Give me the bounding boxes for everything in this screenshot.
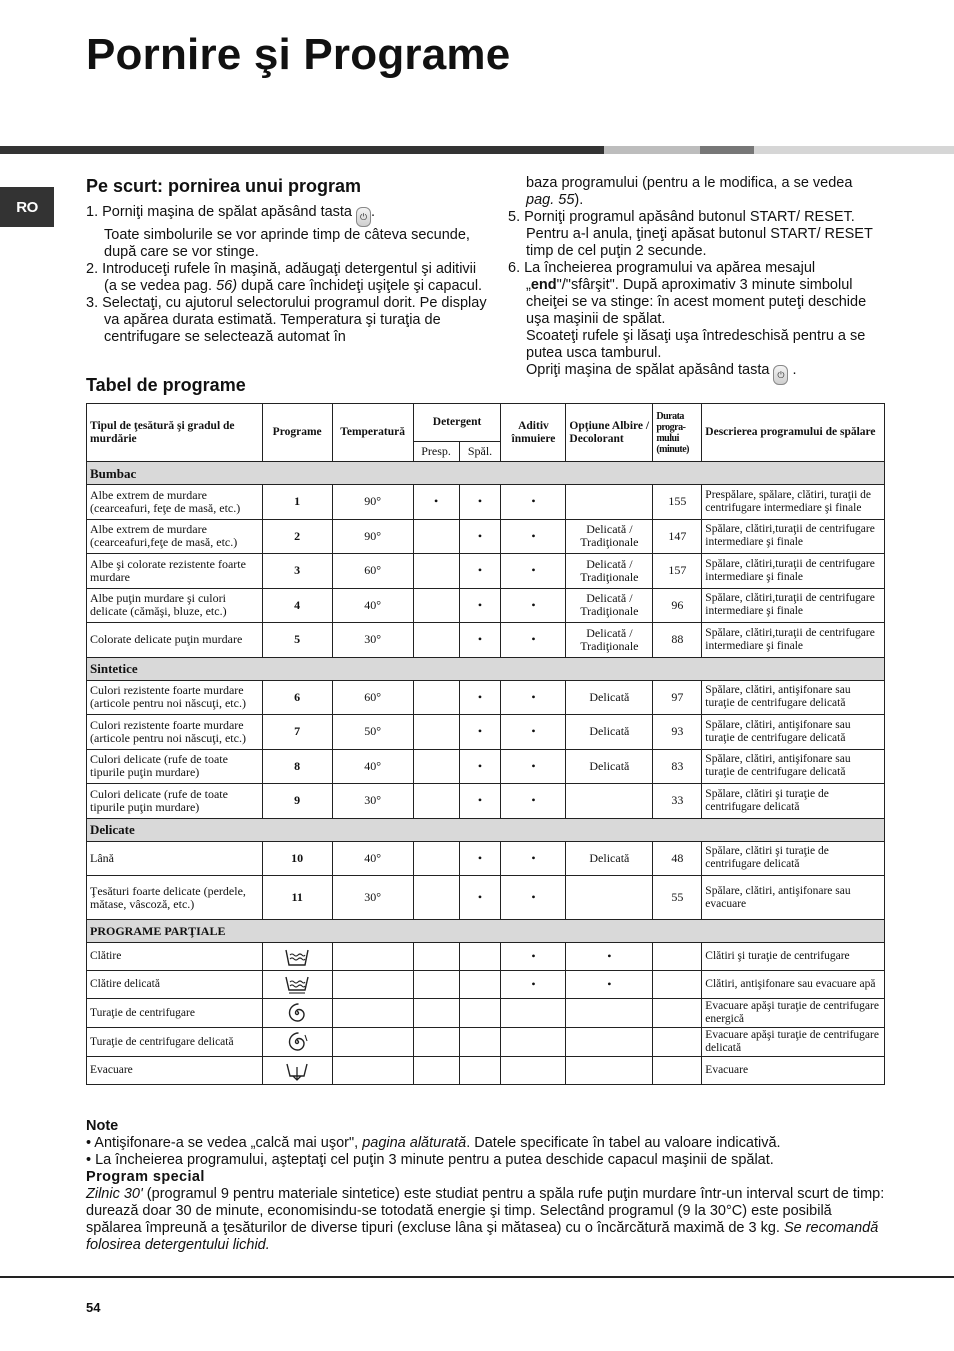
delicate-rinse-icon <box>262 971 332 999</box>
bleach-cell: Delicată <box>566 749 653 784</box>
step-6-off: Opriţi maşina de spălat apăsând tasta ⏻ . <box>508 362 884 385</box>
prewash-cell <box>413 784 459 819</box>
bleach-cell: Delicată / Tradiţionale <box>566 519 653 554</box>
prewash-cell <box>413 1057 459 1085</box>
temperature-cell <box>332 999 413 1028</box>
softener-cell <box>501 1028 566 1057</box>
header-fabric: Tipul de ţesătură şi gradul de murdărie <box>87 404 263 462</box>
duration-cell: 147 <box>653 519 702 554</box>
table-row <box>87 519 885 554</box>
duration-cell: 155 <box>653 485 702 520</box>
section-title: Delicate <box>87 818 885 841</box>
wash-cell: • <box>459 554 501 589</box>
wash-cell: • <box>459 749 501 784</box>
header-prewash: Presp. <box>413 442 459 462</box>
wash-cell: • <box>459 876 501 920</box>
prewash-cell <box>413 588 459 623</box>
note-2: • La încheierea programului, aşteptaţi cel puţin 3 minute pentru a putea deschide capacul maşinii de spălat. <box>86 1152 774 1168</box>
header-softener: Aditiv înmuiere <box>501 404 566 462</box>
wash-cell: • <box>459 623 501 658</box>
softener-cell <box>501 1057 566 1085</box>
program-cell: 8 <box>262 749 332 784</box>
section-title: PROGRAME PARŢIALE <box>87 920 885 943</box>
duration-cell <box>653 1057 702 1085</box>
softener-cell: • <box>501 485 566 520</box>
fabric-cell: Culori delicate (rufe de toate tipurile puţin murdare) <box>87 749 263 784</box>
prewash-cell <box>413 519 459 554</box>
bleach-cell <box>566 784 653 819</box>
temperature-cell: 60° <box>332 554 413 589</box>
temperature-cell: 40° <box>332 588 413 623</box>
fabric-cell: Clătire <box>87 943 263 971</box>
table-row <box>87 1057 885 1085</box>
drain-icon <box>262 1057 332 1085</box>
description-cell: Spălare, clătiri, antişifonare sau evacuare <box>702 876 885 920</box>
bleach-cell <box>566 1028 653 1057</box>
step-6-detail: Scoateţi rufele şi lăsaţi uşa întredeschisă pentru a se putea usca tamburul. <box>526 328 866 361</box>
program-table <box>86 403 885 1085</box>
bleach-cell <box>566 1057 653 1085</box>
fabric-cell: Lână <box>87 841 263 876</box>
header-duration: Durata progra-mului (minute) <box>653 404 702 462</box>
rinse-icon <box>262 943 332 971</box>
duration-cell: 33 <box>653 784 702 819</box>
softener-cell: • <box>501 749 566 784</box>
fabric-cell: Albe puţin murdare şi culori delicate (cămăşi, bluze, etc.) <box>87 588 263 623</box>
quick-start-left-column <box>86 204 492 346</box>
program-cell: 2 <box>262 519 332 554</box>
fabric-cell: Albe extrem de murdare (cearceafuri,feţe de masă, etc.) <box>87 519 263 554</box>
table-row <box>87 943 885 971</box>
temperature-cell: 40° <box>332 749 413 784</box>
bleach-cell: • <box>566 943 653 971</box>
fabric-cell: Culori delicate (rufe de toate tipurile puţin murdare) <box>87 784 263 819</box>
prewash-cell <box>413 876 459 920</box>
wash-cell: • <box>459 519 501 554</box>
program-cell: 11 <box>262 876 332 920</box>
fabric-cell: Clătire delicată <box>87 971 263 999</box>
bleach-cell <box>566 876 653 920</box>
header-description: Descrierea programului de spălare <box>702 404 885 462</box>
bleach-cell <box>566 999 653 1028</box>
description-cell: Evacuare apăşi turaţie de centrifugare energică <box>702 999 885 1028</box>
program-table-heading: Tabel de programe <box>86 375 246 395</box>
wash-cell: • <box>459 588 501 623</box>
description-cell: Spălare, clătiri,turaţii de centrifugare intermediare şi finale <box>702 623 885 658</box>
duration-cell: 83 <box>653 749 702 784</box>
section-header-row <box>87 818 885 841</box>
prewash-cell <box>413 1028 459 1057</box>
softener-cell: • <box>501 554 566 589</box>
table-row <box>87 1028 885 1057</box>
wash-cell: • <box>459 784 501 819</box>
table-row <box>87 876 885 920</box>
prewash-cell <box>413 680 459 715</box>
bleach-cell: Delicată <box>566 680 653 715</box>
softener-cell: • <box>501 680 566 715</box>
prewash-cell <box>413 943 459 971</box>
header-temperature: Temperatură <box>332 404 413 462</box>
table-row <box>87 485 885 520</box>
step-1: 1. Porniţi maşina de spălat apăsând tasta ⏻ . <box>86 204 492 227</box>
wash-cell: • <box>459 680 501 715</box>
temperature-cell: 60° <box>332 680 413 715</box>
fabric-cell: Culori rezistente foarte murdare (articole pentru noi născuţi, etc.) <box>87 680 263 715</box>
temperature-cell <box>332 1028 413 1057</box>
table-row <box>87 588 885 623</box>
duration-cell <box>653 971 702 999</box>
description-cell: Spălare, clătiri şi turaţie de centrifugare delicată <box>702 784 885 819</box>
duration-cell: 93 <box>653 715 702 750</box>
language-tab: RO <box>0 187 54 227</box>
wash-cell: • <box>459 715 501 750</box>
description-cell: Spălare, clătiri,turaţii de centrifugare intermediare şi finale <box>702 554 885 589</box>
temperature-cell: 90° <box>332 519 413 554</box>
bleach-cell: Delicată / Tradiţionale <box>566 554 653 589</box>
prewash-cell <box>413 749 459 784</box>
description-cell: Spălare, clătiri, antişifonare sau turaţie de centrifugare delicată <box>702 680 885 715</box>
program-cell: 7 <box>262 715 332 750</box>
special-program-text: Zilnic 30' (programul 9 pentru materiale sintetice) este studiat pentru a spăla rufe puţin murdare într-un interval scurt de timp: durează doar 30 de minute, economisindu-se totodată energie şi timp. Selectând programul (9 la 30°C) este posibilă spălarea împreună a ţesăturilor de diverse tipuri (excluse lâna şi mătasea) cu o încărcătură maximă de 3 kg. Se recomandă folosirea detergentului lichid. <box>86 1186 885 1253</box>
table-row <box>87 749 885 784</box>
program-cell: 5 <box>262 623 332 658</box>
table-row <box>87 841 885 876</box>
section-header-row <box>87 462 885 485</box>
fabric-cell: Albe extrem de murdare (cearceafuri, feţe de masă, etc.) <box>87 485 263 520</box>
section-header-row <box>87 657 885 680</box>
section-title: Sintetice <box>87 657 885 680</box>
description-cell: Spălare, clătiri şi turaţie de centrifugare delicată <box>702 841 885 876</box>
notes-section <box>86 1118 886 1254</box>
duration-cell <box>653 943 702 971</box>
temperature-cell: 40° <box>332 841 413 876</box>
softener-cell: • <box>501 588 566 623</box>
description-cell: Evacuare apăşi turaţie de centrifugare delicată <box>702 1028 885 1057</box>
header-rule-segment <box>604 146 700 154</box>
delicate-spin-icon <box>262 1028 332 1057</box>
bleach-cell: Delicată / Tradiţionale <box>566 588 653 623</box>
fabric-cell: Ţesături foarte delicate (perdele, mătase, vâscoză, etc.) <box>87 876 263 920</box>
description-cell: Spălare, clătiri, antişifonare sau turaţie de centrifugare delicată <box>702 715 885 750</box>
page-number: 54 <box>86 1300 101 1315</box>
header-rule <box>0 146 604 154</box>
program-cell: 3 <box>262 554 332 589</box>
softener-cell: • <box>501 784 566 819</box>
prewash-cell <box>413 971 459 999</box>
softener-cell: • <box>501 971 566 999</box>
temperature-cell: 90° <box>332 485 413 520</box>
description-cell: Evacuare <box>702 1057 885 1085</box>
duration-cell: 96 <box>653 588 702 623</box>
description-cell: Spălare, clătiri,turaţii de centrifugare intermediare şi finale <box>702 519 885 554</box>
header-rule-segment <box>700 146 754 154</box>
step-1-detail: Toate simbolurile se vor aprinde timp de câteva secunde, după care se vor stinge. <box>104 227 470 260</box>
header-wash: Spăl. <box>459 442 501 462</box>
footer-rule <box>0 1276 954 1278</box>
prewash-cell <box>413 841 459 876</box>
fabric-cell: Turaţie de centrifugare delicată <box>87 1028 263 1057</box>
special-program-heading: Program special <box>86 1169 205 1185</box>
duration-cell <box>653 999 702 1028</box>
table-row <box>87 971 885 999</box>
description-cell: Clătiri şi turaţie de centrifugare <box>702 943 885 971</box>
softener-cell: • <box>501 841 566 876</box>
power-button-icon: ⏻ <box>773 365 788 385</box>
fabric-cell: Turaţie de centrifugare <box>87 999 263 1028</box>
wash-cell: • <box>459 841 501 876</box>
quick-start-heading: Pe scurt: pornirea unui program <box>86 176 362 196</box>
header-rule-segment <box>754 146 954 154</box>
duration-cell: 97 <box>653 680 702 715</box>
table-row <box>87 715 885 750</box>
temperature-cell <box>332 943 413 971</box>
softener-cell: • <box>501 715 566 750</box>
step-3: 3. Selectaţi, cu ajutorul selectorului programul dorit. Pe display va apărea durata estimată. Temperatura şi turaţia de centrifugare se selectează automat în <box>86 295 487 345</box>
wash-cell <box>459 971 501 999</box>
bleach-cell: Delicată / Tradiţionale <box>566 623 653 658</box>
duration-cell: 55 <box>653 876 702 920</box>
wash-cell: • <box>459 485 501 520</box>
bleach-cell: • <box>566 971 653 999</box>
prewash-cell: • <box>413 485 459 520</box>
table-row <box>87 680 885 715</box>
page-title: Pornire şi Programe <box>86 30 511 79</box>
step-2: 2. Introduceţi rufele în maşină, adăugaţi detergentul şi aditivii (a se vedea pag. 56) după care închideţi uşiţele şi capacul. <box>86 261 483 294</box>
step-5: 5. Porniţi programul apăsând butonul START/ RESET. <box>508 209 855 225</box>
fabric-cell: Albe şi colorate rezistente foarte murdare <box>87 554 263 589</box>
section-header-row <box>87 920 885 943</box>
table-row <box>87 784 885 819</box>
step-6: 6. La încheierea programului va apărea mesajul „end"/"sfârşit". După aproximativ 3 minute simbolul cheiţei se va stinge: în acest moment puteţi deschide uşa maşinii de spălat. <box>508 260 867 327</box>
temperature-cell <box>332 971 413 999</box>
program-cell: 10 <box>262 841 332 876</box>
description-cell: Prespălare, spălare, clătiri, turaţii de centrifugare intermediare şi finale <box>702 485 885 520</box>
wash-cell <box>459 999 501 1028</box>
program-cell: 9 <box>262 784 332 819</box>
softener-cell: • <box>501 623 566 658</box>
table-row <box>87 999 885 1028</box>
notes-heading: Note <box>86 1118 119 1134</box>
temperature-cell <box>332 1057 413 1085</box>
fabric-cell: Evacuare <box>87 1057 263 1085</box>
program-cell: 1 <box>262 485 332 520</box>
header-program: Programe <box>262 404 332 462</box>
temperature-cell: 30° <box>332 876 413 920</box>
temperature-cell: 30° <box>332 623 413 658</box>
temperature-cell: 30° <box>332 784 413 819</box>
step-5-detail: Pentru a-l anula, ţineţi apăsat butonul START/ RESET timp de cel puţin 2 secunde. <box>526 226 873 259</box>
bleach-cell <box>566 485 653 520</box>
wash-cell <box>459 1057 501 1085</box>
prewash-cell <box>413 554 459 589</box>
description-cell: Spălare, clătiri,turaţii de centrifugare intermediare şi finale <box>702 588 885 623</box>
quick-start-right-column <box>508 175 884 385</box>
spin-icon <box>262 999 332 1028</box>
section-title: Bumbac <box>87 462 885 485</box>
table-row <box>87 554 885 589</box>
header-detergent: Detergent <box>413 404 501 442</box>
header-bleach: Opţiune Albire / Decolorant <box>566 404 653 462</box>
softener-cell: • <box>501 519 566 554</box>
prewash-cell <box>413 999 459 1028</box>
wash-cell <box>459 1028 501 1057</box>
fabric-cell: Culori rezistente foarte murdare (articole pentru noi născuţi, etc.) <box>87 715 263 750</box>
prewash-cell <box>413 715 459 750</box>
power-button-icon: ⏻ <box>356 207 371 227</box>
description-cell: Spălare, clătiri, antişifonare sau turaţie de centrifugare delicată <box>702 749 885 784</box>
table-row <box>87 623 885 658</box>
duration-cell: 88 <box>653 623 702 658</box>
wash-cell <box>459 943 501 971</box>
temperature-cell: 50° <box>332 715 413 750</box>
program-cell: 4 <box>262 588 332 623</box>
duration-cell: 48 <box>653 841 702 876</box>
prewash-cell <box>413 623 459 658</box>
softener-cell: • <box>501 943 566 971</box>
description-cell: Clătiri, antişifonare sau evacuare apă <box>702 971 885 999</box>
note-1: • Antişifonare-a se vedea „calcă mai uşor", pagina alăturată. Datele specificate în tabel au valoare indicativă. <box>86 1135 781 1151</box>
fabric-cell: Colorate delicate puţin murdare <box>87 623 263 658</box>
softener-cell: • <box>501 876 566 920</box>
program-table-body <box>87 462 885 1085</box>
program-cell: 6 <box>262 680 332 715</box>
duration-cell: 157 <box>653 554 702 589</box>
duration-cell <box>653 1028 702 1057</box>
softener-cell <box>501 999 566 1028</box>
step-3-continued: baza programului (pentru a le modifica, a se vedea pag. 55). <box>526 175 853 208</box>
bleach-cell: Delicată <box>566 715 653 750</box>
bleach-cell: Delicată <box>566 841 653 876</box>
